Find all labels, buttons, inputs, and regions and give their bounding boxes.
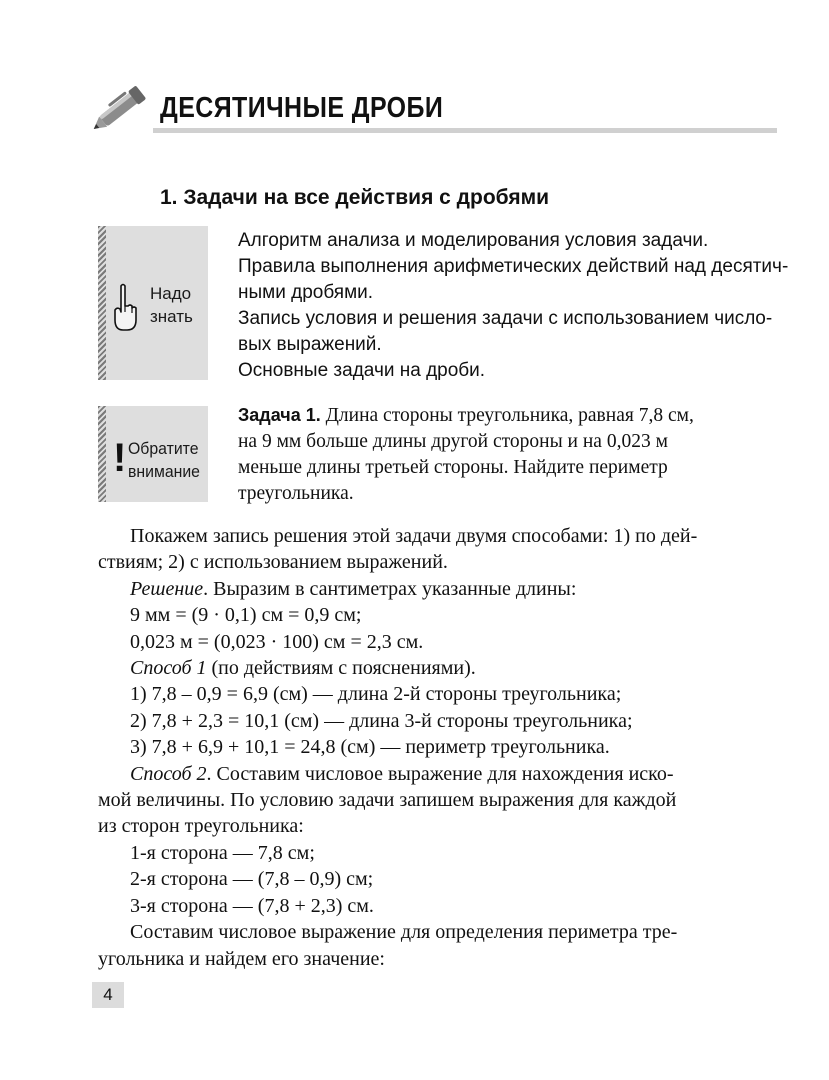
attention-label	[128, 437, 200, 483]
need-to-know-list	[238, 228, 789, 384]
paragraph-text: (по действиям с пояснениями).	[206, 657, 476, 680]
attention-box	[98, 406, 208, 502]
task-text: Длина стороны треугольника, равная 7,8 см,	[320, 405, 694, 426]
task-line: треугольника.	[238, 483, 354, 504]
paragraph-line: мой величины. По условию задачи запишем выражения для каждой	[98, 789, 677, 812]
paragraph-line: ствиям; 2) с использованием выражений.	[98, 551, 448, 574]
pointing-finger-icon	[111, 282, 139, 334]
label-line: внимание	[128, 462, 200, 481]
need-to-know-box	[98, 226, 208, 380]
hatch-stripe	[98, 226, 106, 380]
list-item: Правила выполнения арифметических действий над десятич-	[238, 256, 789, 277]
side-line: 2-я сторона — (7,8 – 0,9) см;	[130, 868, 374, 891]
step-line: 3) 7,8 + 6,9 + 10,1 = 24,8 (см) — периметр треугольника.	[130, 736, 610, 759]
step-line: 2) 7,8 + 2,3 = 10,1 (см) — длина 3-й стороны треугольника;	[130, 709, 633, 732]
list-item: Запись условия и решения задачи с использованием числo-	[238, 308, 773, 329]
page-number: 4	[92, 982, 124, 1008]
paragraph-line: из сторон треугольника:	[98, 815, 304, 838]
task-line	[238, 402, 783, 429]
paragraph-text: . Выразим в сантиметрах указанные длины:	[203, 577, 577, 600]
paragraph-line: Составим числовое выражение для определения периметра тре-	[130, 921, 678, 944]
label-line: Надо	[150, 284, 192, 303]
task-line: меньше длины третьей стороны. Найдите периметр	[238, 457, 668, 478]
chapter-title: ДЕСЯТИЧНЫЕ ДРОБИ	[160, 92, 444, 124]
label-line: знать	[150, 307, 193, 326]
task-line: на 9 мм больше длины другой стороны и на 0,023 м	[238, 431, 668, 452]
list-item: Алгоритм анализа и моделирования условия задачи.	[238, 230, 709, 251]
conversion-line: 0,023 м = (0,023 · 100) см = 2,3 см.	[130, 630, 424, 653]
hatch-stripe	[98, 406, 106, 502]
paragraph-text: . Составим числовое выражение для нахождения иско-	[206, 762, 674, 785]
paragraph-line	[98, 761, 778, 787]
label-line: Обратите	[128, 439, 199, 458]
side-line: 3-я сторона — (7,8 + 2,3) см.	[130, 894, 374, 917]
exclamation-icon: !	[113, 436, 127, 480]
paragraph-line	[98, 655, 778, 681]
list-item: вых выражений.	[238, 334, 382, 355]
section-heading: 1. Задачи на все действия с дробями	[160, 186, 550, 209]
list-item: Основные задачи на дроби.	[238, 360, 486, 381]
method1-label: Способ 1	[130, 657, 207, 680]
conversion-line: 9 мм = (9 · 0,1) см = 0,9 см;	[130, 604, 362, 627]
title-divider	[153, 128, 777, 133]
side-line: 1-я сторона — 7,8 см;	[130, 841, 315, 864]
pen-icon	[92, 78, 156, 134]
paragraph-line: Покажем запись решения этой задачи двумя способами: 1) по дей-	[130, 525, 698, 547]
paragraph-line: угольника и найдем его значение:	[98, 947, 385, 970]
need-to-know-label	[150, 282, 193, 328]
task-label: Задача 1.	[238, 405, 321, 425]
method2-label: Способ 2	[130, 762, 207, 785]
task-statement	[238, 402, 783, 507]
solution-text	[98, 523, 778, 972]
list-item: ными дробями.	[238, 282, 374, 303]
solution-label: Решение	[130, 577, 204, 600]
paragraph-line	[98, 576, 778, 602]
step-line: 1) 7,8 – 0,9 = 6,9 (см) — длина 2-й стороны треугольника;	[130, 683, 622, 706]
